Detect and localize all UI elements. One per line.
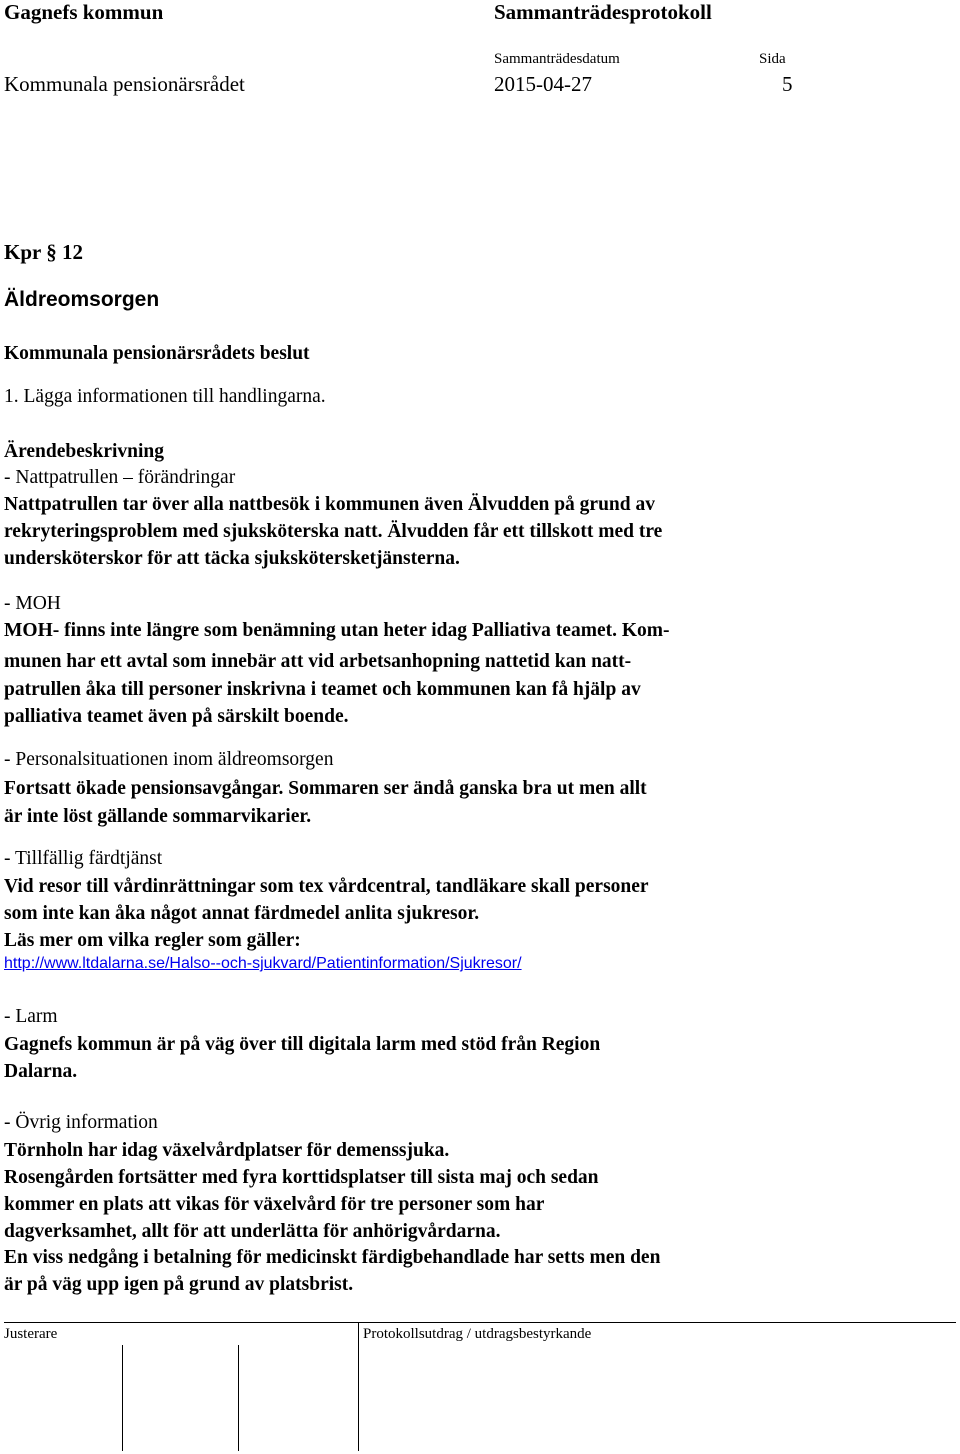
decision-heading: Kommunala pensionärsrådets beslut [4,343,310,364]
item-line: Törnholn har idag växelvårdplatser för demenssjuka. [4,1140,450,1161]
sjukresor-link[interactable]: http://www.ltdalarna.se/Halso--och-sjukvard/Patientinformation/Sjukresor/ [4,955,522,972]
document-type: Sammanträdesprotokoll [494,0,712,24]
paragraph-number: Kpr § 12 [4,240,83,264]
municipality-name: Gagnefs kommun [4,0,164,24]
item-line: MOH- finns inte längre som benämning utan heter idag Palliativa teamet. Kom- [4,620,670,641]
item-line: är inte löst gällande sommarvikarier. [4,806,312,827]
item-line: Vid resor till vårdinrättningar som tex vårdcentral, tandläkare skall personer [4,876,649,897]
item-line: Dalarna. [4,1061,78,1082]
item-line: Nattpatrullen tar över alla nattbesök i kommunen även Älvudden på grund av [4,494,655,515]
item-line: munen har ett avtal som innebär att vid arbetsanhopning nattetid kan natt- [4,651,632,672]
decision-item: 1. Lägga informationen till handlingarna. [4,386,326,407]
description-heading: Ärendebeskrivning [4,441,164,462]
item-line: som inte kan åka något annat färdmedel anlita sjukresor. [4,903,480,924]
item-line: patrullen åka till personer inskrivna i teamet och kommunen kan få hjälp av [4,679,641,700]
item-line: rekryteringsproblem med sjuksköterska natt. Älvudden får ett tillskott med tre [4,521,663,542]
meeting-date: 2015-04-27 [494,72,592,96]
meeting-date-label: Sammanträdesdatum [494,51,620,67]
item-line: Fortsatt ökade pensionsavgångar. Sommaren ser ändå ganska bra ut men allt [4,778,647,799]
item-heading-larm: - Larm [4,1006,58,1027]
item-line: undersköterskor för att täcka sjukskötersketjänsterna. [4,548,460,569]
column-divider [358,1323,359,1451]
section-title: Äldreomsorgen [4,288,160,311]
item-heading-nattpatrullen: - Nattpatrullen – förändringar [4,467,236,488]
council-name: Kommunala pensionärsrådet [4,72,245,96]
page-label: Sida [759,51,786,67]
item-heading-moh: - MOH [4,593,61,614]
signature-box-divider [238,1345,239,1451]
item-line: dagverksamhet, allt för att underlätta för anhörigvårdarna. [4,1221,501,1242]
item-line: kommer en plats att vikas för växelvård för tre personer som har [4,1194,545,1215]
item-line: Rosengården fortsätter med fyra korttidsplatser till sista maj och sedan [4,1167,599,1188]
item-heading-ovrig: - Övrig information [4,1112,158,1133]
justerare-label: Justerare [4,1326,58,1342]
item-line: En viss nedgång i betalning för medicinskt färdigbehandlade har setts men den [4,1247,661,1268]
item-line: är på väg upp igen på grund av platsbrist. [4,1274,354,1295]
item-heading-fardtjanst: - Tillfällig färdtjänst [4,848,163,869]
item-line: Gagnefs kommun är på väg över till digitala larm med stöd från Region [4,1034,601,1055]
signature-table [4,1322,956,1450]
page-number: 5 [782,72,793,96]
signature-box-divider [122,1345,123,1451]
item-heading-personal: - Personalsituationen inom äldreomsorgen [4,749,334,770]
utdrag-label: Protokollsutdrag / utdragsbestyrkande [363,1326,592,1342]
item-line: Läs mer om vilka regler som gäller: [4,930,301,951]
item-line: palliativa teamet även på särskilt boende. [4,706,349,727]
